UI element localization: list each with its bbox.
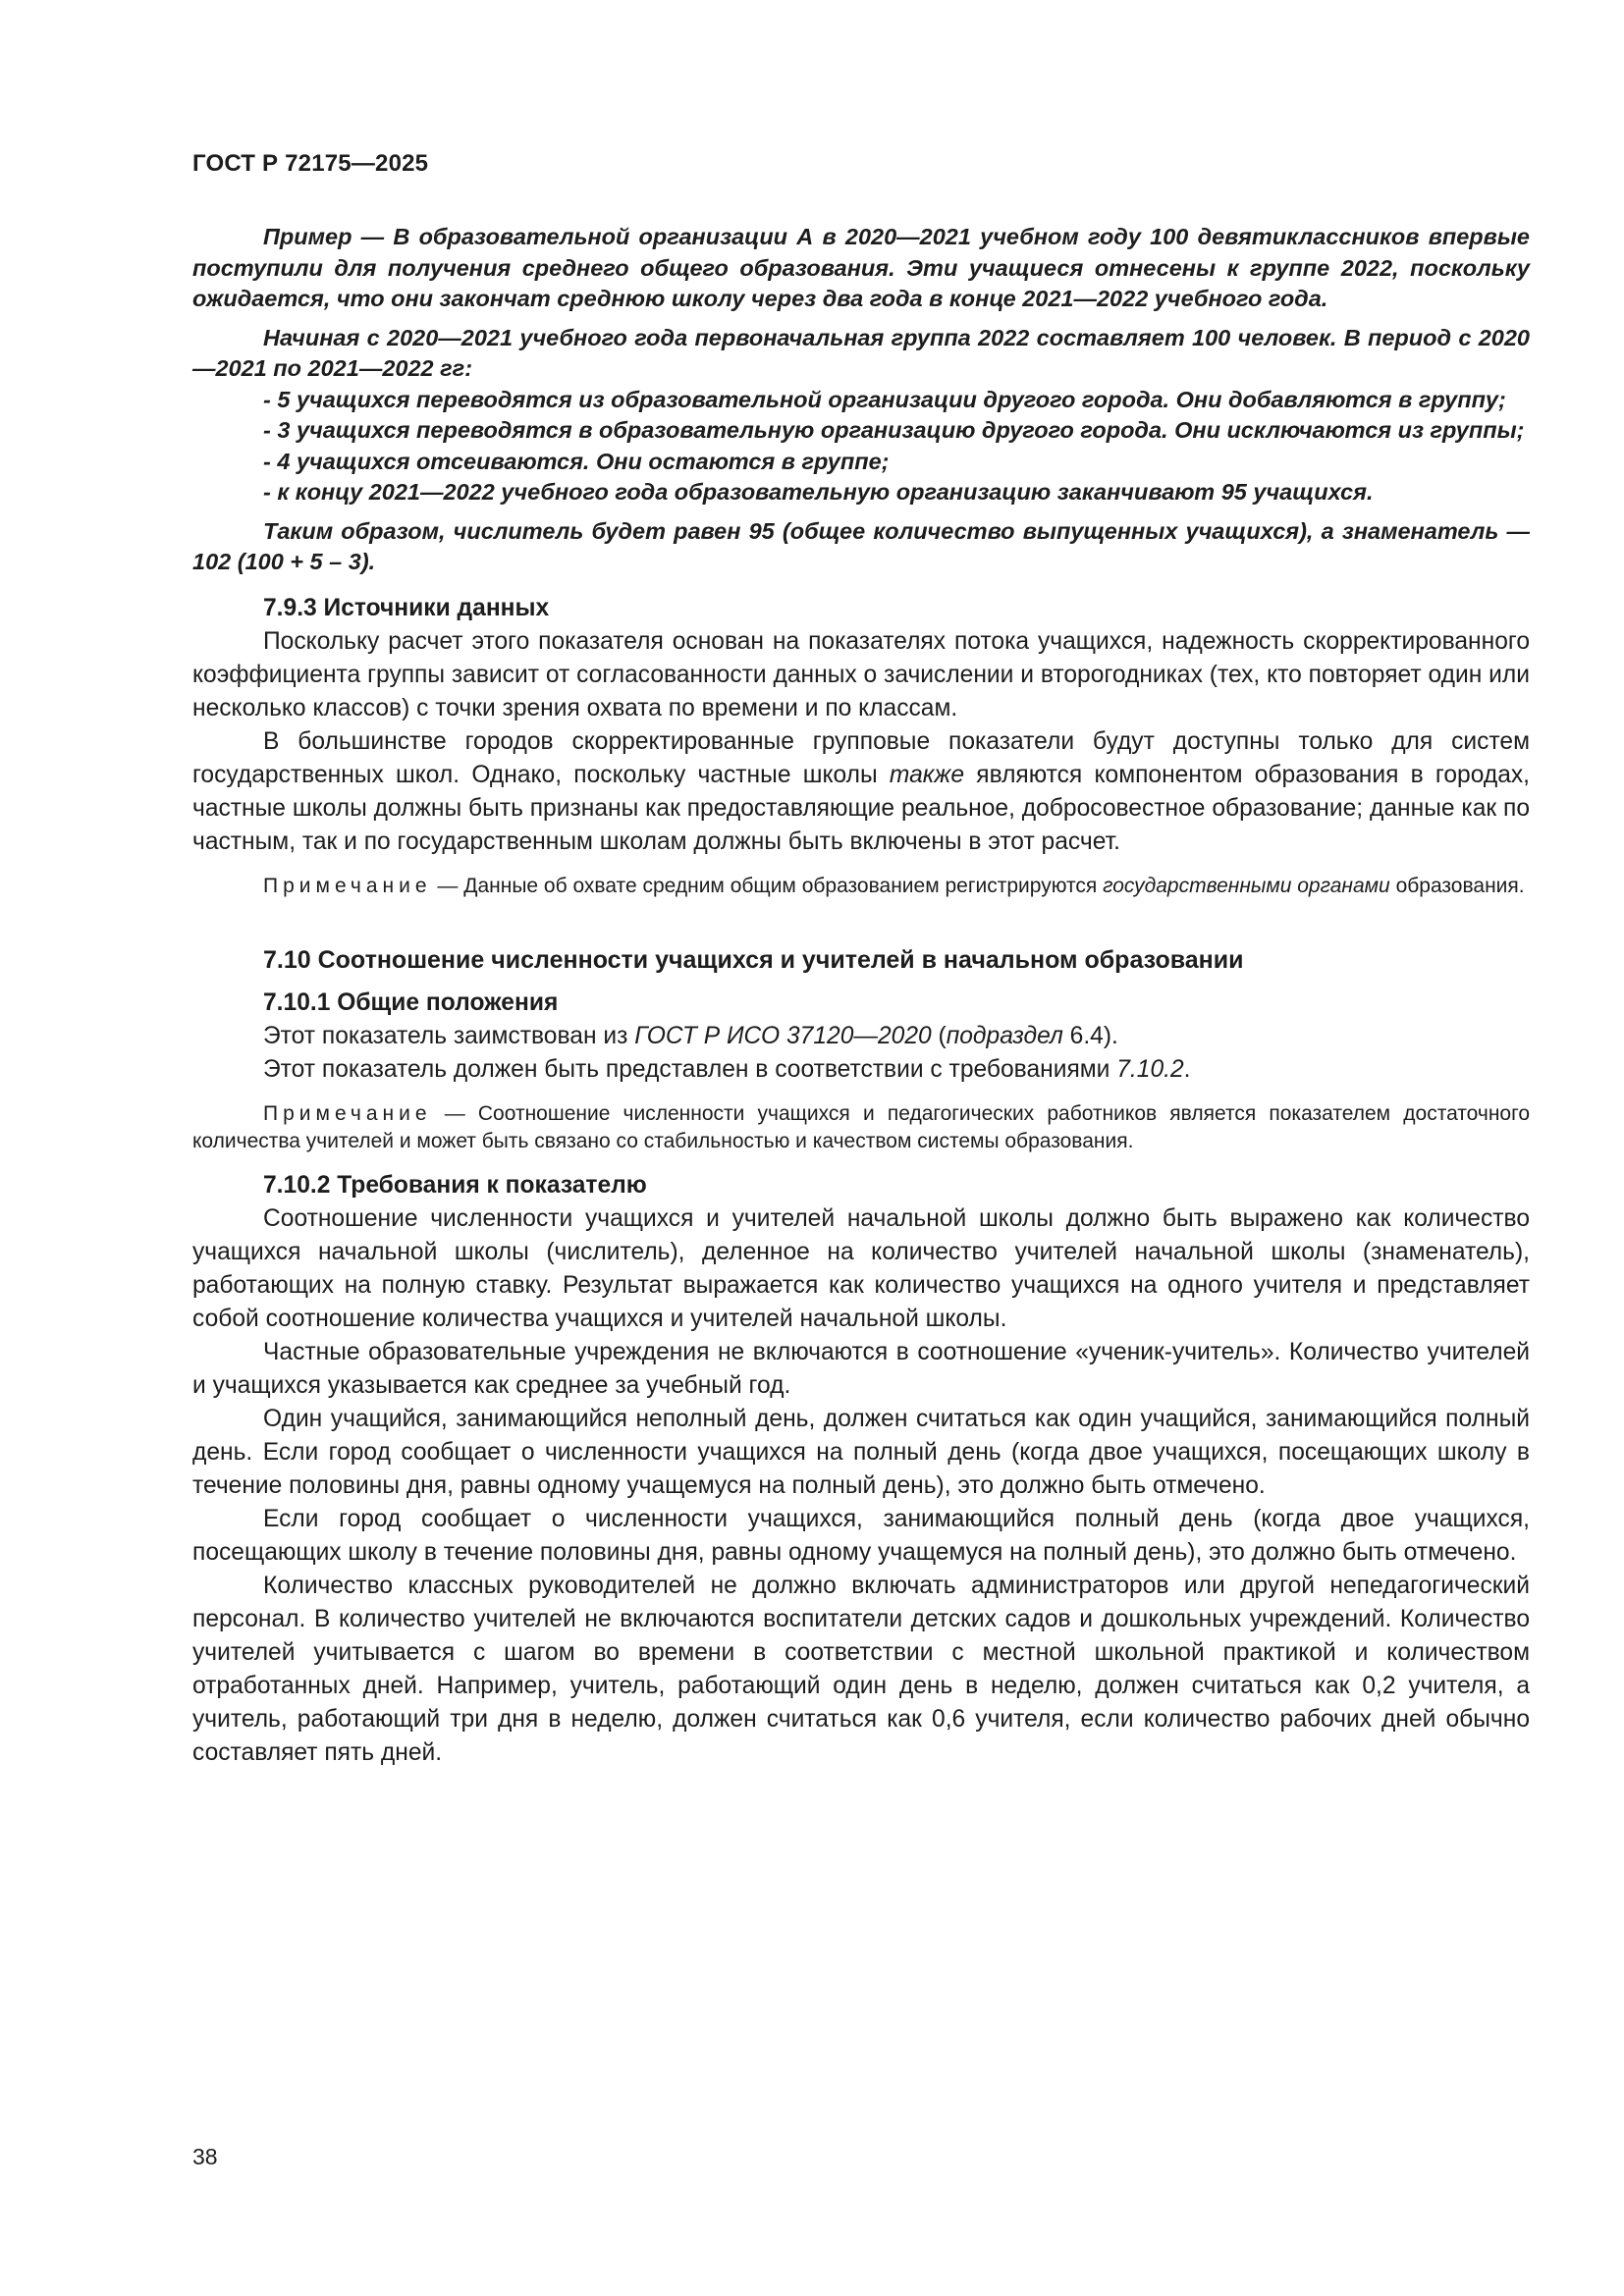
note-label: Примечание bbox=[263, 874, 432, 897]
section-7-10-2-paragraph-4: Если город сообщает о численности учащихся, занимающийся полный день (когда двое учащихся, посещающих школу в течение половины дня, равны одному учащемуся на полный день), это должно быть отмечено. bbox=[192, 1505, 1530, 1566]
section-7-10-heading: 7.10 Соотношение численности учащихся и учителей в начальном образовании bbox=[263, 945, 1244, 974]
section-7-9-3-paragraph-2: В большинстве городов скорректированные групповые показатели будут доступны только для систем государственных школ. Однако, поскольку частные школы также являются компонентом образования в городах, частные школы должны быть признаны как предоставляющие реальное, добросовестное образование; данные как по частным, так и по государственным школам должны быть включены в этот расчет. bbox=[192, 727, 1531, 855]
example-conclusion: Таким образом, числитель будет равен 95 (общее количество выпущенных учащихся), а знаменатель — 102 (100 + 5 – 3). bbox=[192, 517, 1530, 574]
section-7-10-2-paragraph-2: Частные образовательные учреждения не включаются в соотношение «ученик-учитель». Количество учителей и учащихся указывается как среднее за учебный год. bbox=[192, 1338, 1530, 1399]
example-item-1: - 5 учащихся переводятся из образовательной организации другого города. Они добавляются в группу; bbox=[263, 386, 1506, 412]
section-7-10-2-heading: 7.10.2 Требования к показателю bbox=[263, 1171, 647, 1199]
example-paragraph-1: Пример — В образовательной организации А в 2020—2021 учебном году 100 девятиклассников впервые поступили для получения среднего общего образования. Эти учащиеся отнесены к группе 2022, поскольку ожидается, что они закончат среднюю школу через два года в конце 2021—2022 учебного года. bbox=[192, 224, 1530, 311]
example-item-3: - 4 учащихся отсеиваются. Они остаются в группе; bbox=[263, 448, 890, 474]
example-item-2: - 3 учащихся переводятся в образовательную организацию другого города. Они исключаются из группы; bbox=[263, 417, 1525, 443]
section-7-9-3-heading: 7.9.3 Источники данных bbox=[263, 594, 550, 621]
section-7-9-3-paragraph-1: Поскольку расчет этого показателя основан на показателях потока учащихся, надежность скорректированного коэффициента группы зависит от согласованности данных о зачислении и второгодниках (тех, кто повторяет один или несколько классов) с точки зрения охвата по времени и по классам. bbox=[192, 627, 1530, 721]
example-paragraph-2: Начиная с 2020—2021 учебного года первоначальная группа 2022 составляет 100 человек. В период с 2020—2021 по 2021—2022 гг: bbox=[192, 324, 1530, 381]
page-content bbox=[192, 222, 1530, 1770]
section-7-10-1-note: Примечание — Соотношение численности учащихся и педагогических работников является показателем достаточного количества учителей и может быть связано со стабильностью и качеством системы образования. bbox=[192, 1101, 1530, 1152]
note-label: Примечание bbox=[263, 1101, 432, 1125]
page-number: 38 bbox=[192, 2144, 218, 2169]
section-7-10-1-line-1: Этот показатель заимствован из ГОСТ Р ИСО 37120—2020 (подраздел 6.4). bbox=[263, 1022, 1118, 1049]
section-7-10-2-paragraph-1: Соотношение численности учащихся и учителей начальной школы должно быть выражено как количество учащихся начальной школы (числитель), деленное на количество учителей начальной школы (знаменатель), работающих на полную ставку. Результат выражается как количество учащихся на одного учителя и представляет собой соотношение количества учащихся и учителей начальной школы. bbox=[192, 1204, 1530, 1332]
standard-header: ГОСТ Р 72175—2025 bbox=[192, 150, 429, 177]
section-7-10-1-line-2: Этот показатель должен быть представлен в соответствии с требованиями 7.10.2. bbox=[263, 1055, 1191, 1083]
example-item-4: - к концу 2021—2022 учебного года образовательную организацию заканчивают 95 учащихся. bbox=[263, 479, 1374, 505]
section-7-10-1-heading: 7.10.1 Общие положения bbox=[263, 988, 559, 1016]
section-7-10-2-paragraph-3: Один учащийся, занимающийся неполный день, должен считаться как один учащийся, занимающийся полный день. Если город сообщает о численности учащихся на полный день (когда двое учащихся, посещающих школу в течение половины дня, равны одному учащемуся на полный день), это должно быть отмечено. bbox=[192, 1405, 1530, 1499]
section-7-9-3-note: Примечание — Данные об охвате средним общим образованием регистрируются государственными органами образования. bbox=[263, 874, 1525, 897]
section-7-10-2-paragraph-5: Количество классных руководителей не должно включать администраторов или другой непедагогический персонал. В количество учителей не включаются воспитатели детских садов и дошкольных учреждений. Количество учителей учитывается с шагом во времени в соответствии с местной школьной практикой и количеством отработанных дней. Например, учитель, работающий один день в неделю, должен считаться как 0,2 учителя, а учитель, работающий три дня в неделю, должен считаться как 0,6 учителя, если количество рабочих дней обычно составляет пять дней. bbox=[192, 1572, 1530, 1766]
